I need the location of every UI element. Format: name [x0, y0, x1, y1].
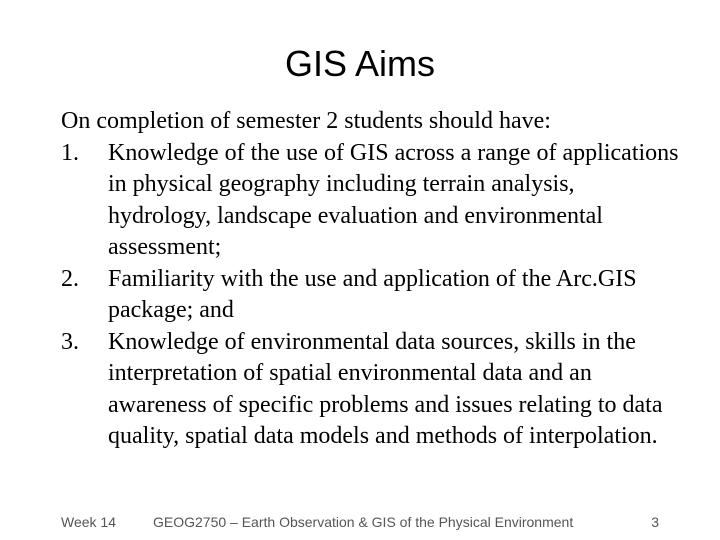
aim-number: 1.: [61, 139, 79, 166]
aim-text: Knowledge of environmental data sources, skills in the interpretation of spatial environmental data and an awareness of specific problems and issues relating to data quality, spatial data models and methods of interpolation.: [108, 328, 663, 449]
footer-page-number: 3: [651, 514, 659, 530]
aim-item-3: [61, 327, 681, 453]
slide-title: GIS Aims: [284, 43, 436, 84]
slide-body: [61, 106, 681, 453]
aim-number: 2.: [61, 265, 79, 292]
aim-number: 3.: [61, 328, 79, 355]
aim-item-2: [61, 264, 681, 327]
aim-text: Knowledge of the use of GIS across a range of applications in physical geography including terrain analysis, hydrology, landscape evaluation and environmental assessment;: [108, 139, 679, 260]
footer-course: GEOG2750 – Earth Observation & GIS of the Physical Environment: [153, 514, 574, 530]
aims-list: [61, 138, 681, 453]
aim-item-1: [61, 138, 681, 264]
aim-text: Familiarity with the use and application of the Arc.GIS package; and: [108, 265, 637, 323]
intro-text: On completion of semester 2 students should have:: [61, 108, 551, 134]
footer-week: Week 14: [61, 514, 116, 530]
